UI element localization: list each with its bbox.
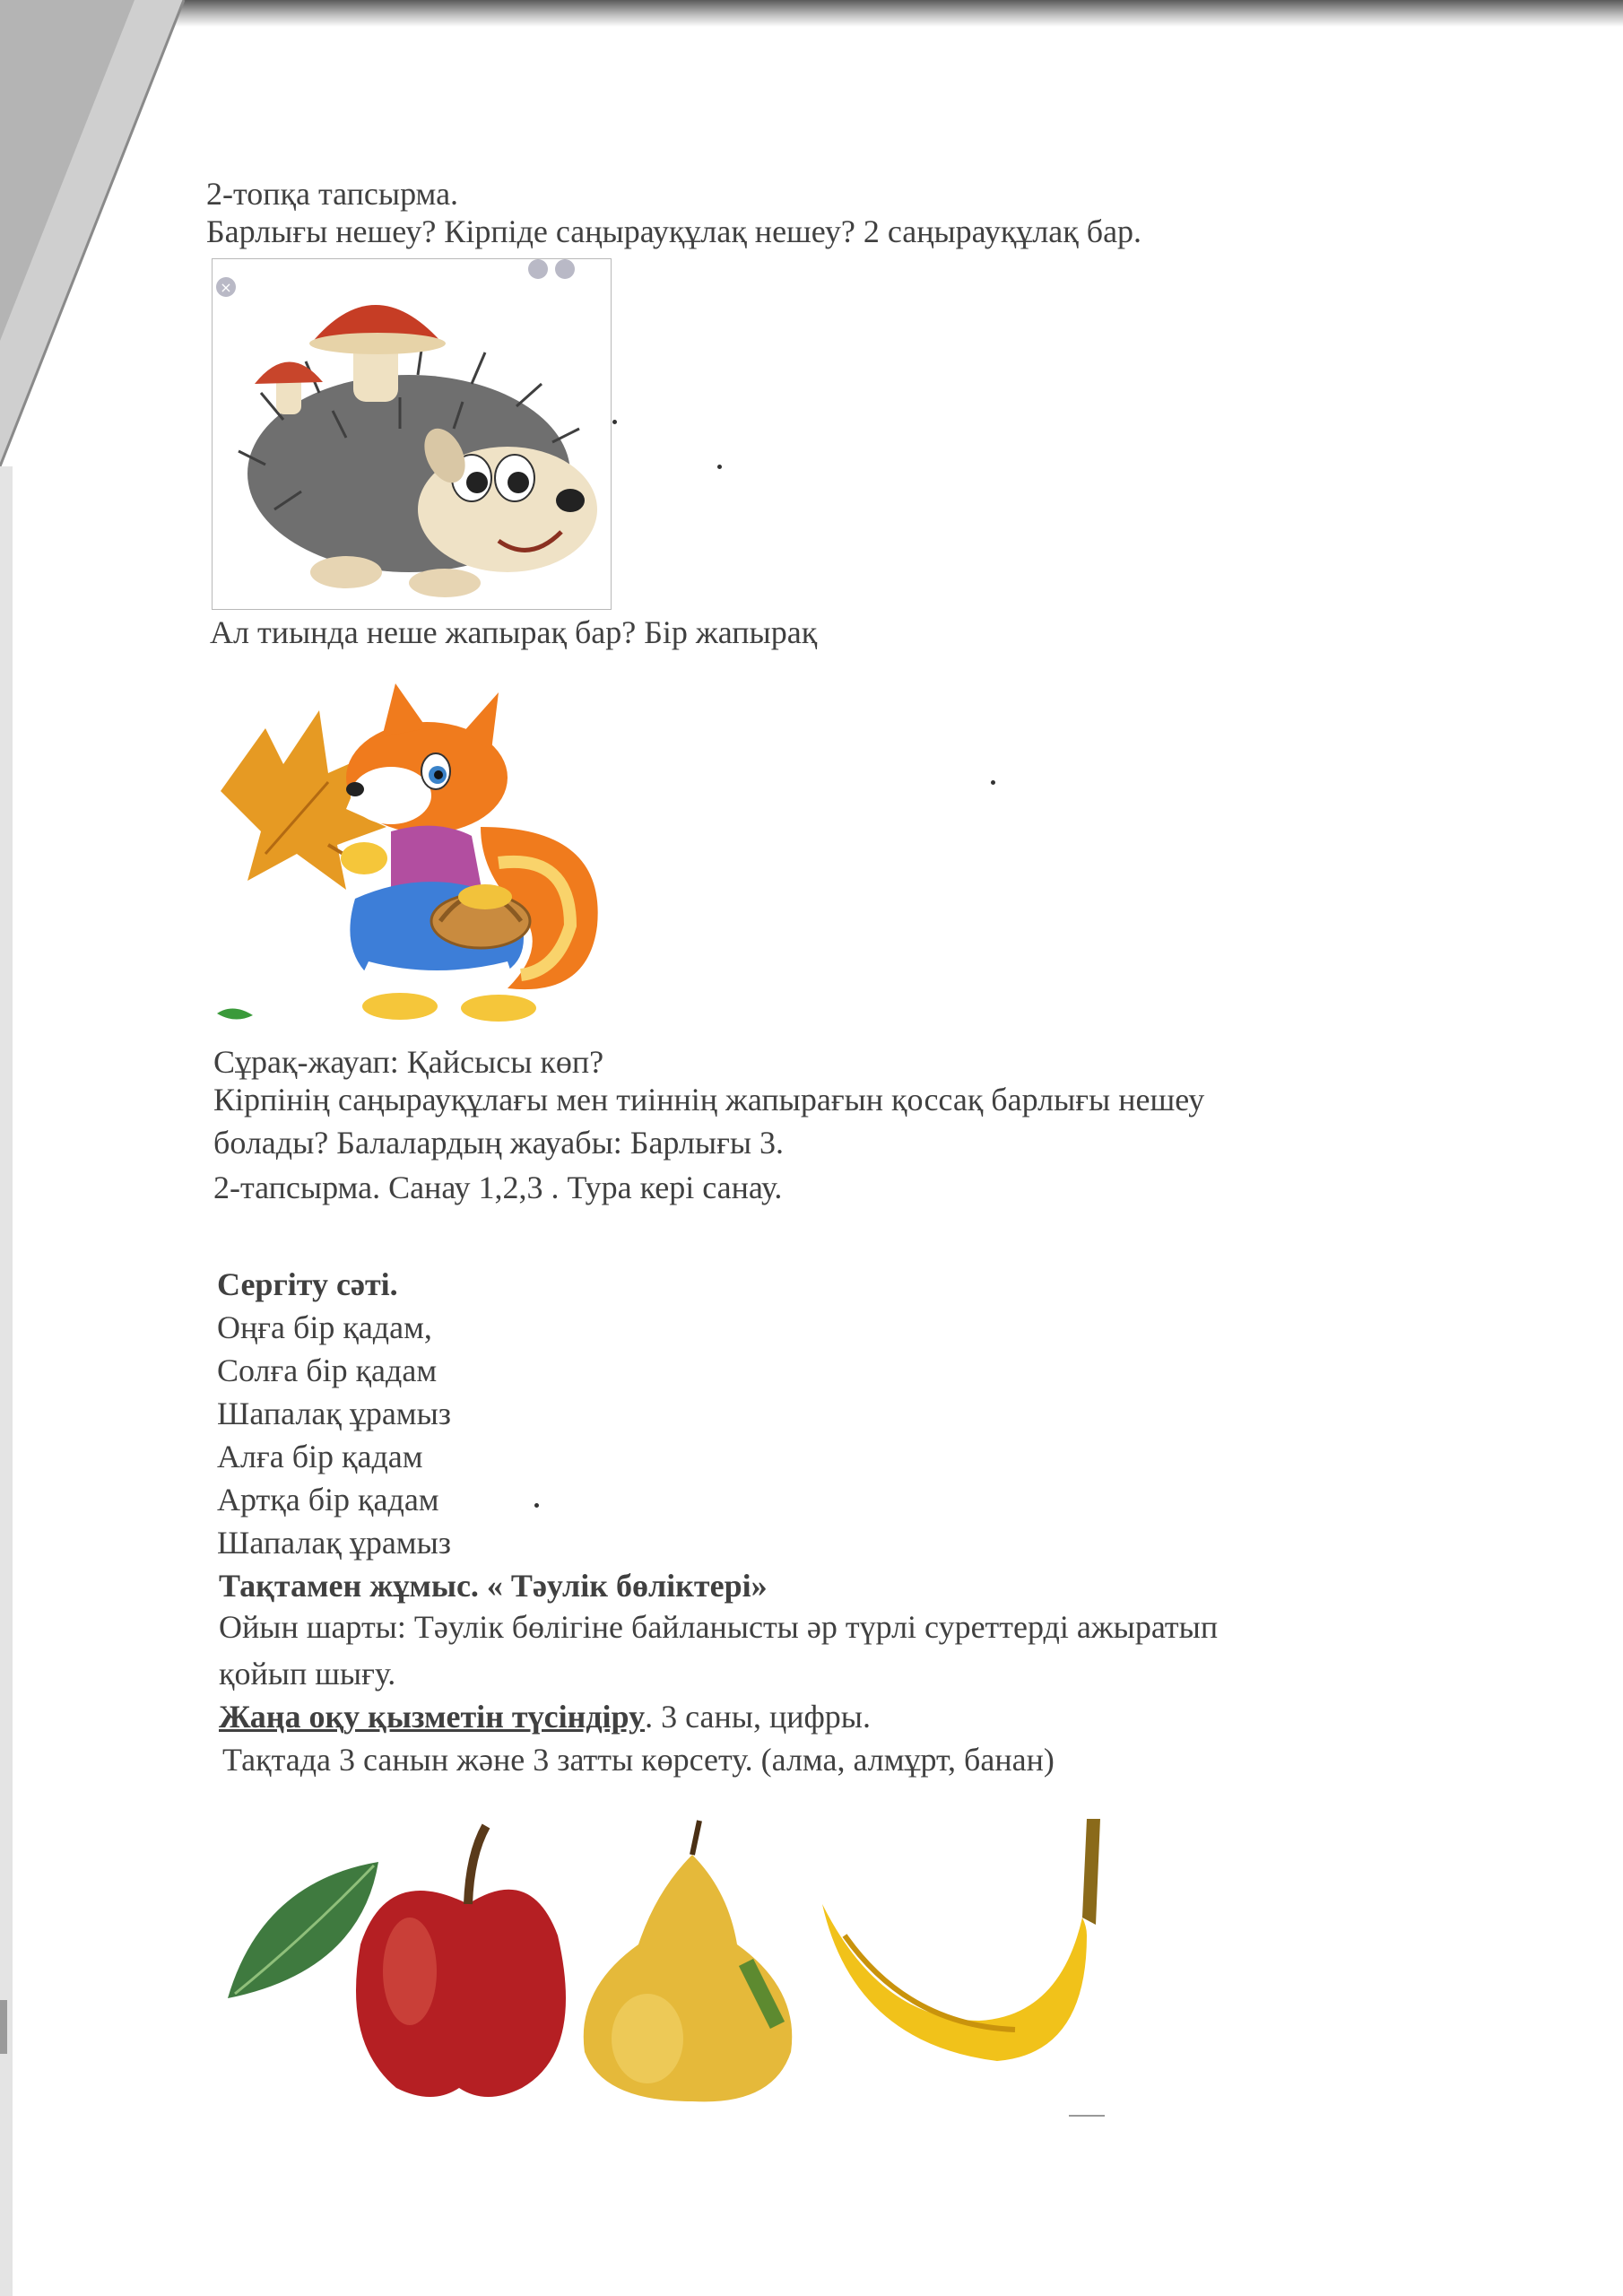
new-lesson-heading: Жаңа оқу қызметін түсіндіру — [219, 1699, 646, 1735]
qa-title: Сұрақ-жауап: Қайсысы көп? — [213, 1044, 604, 1080]
scan-speck — [534, 1503, 539, 1508]
green-leaf-fragment — [217, 1003, 253, 1024]
break-title: Сергіту сәті. — [217, 1266, 398, 1302]
scan-speck — [612, 420, 617, 424]
squirrel-question: Ал тиында неше жапырақ бар? Бір жапырақ — [210, 614, 818, 650]
game-rule-line-1: Ойын шарты: Тәулік бөлігіне байланысты әр түрлі суреттерді ажыратып — [219, 1609, 1219, 1645]
task2-group-heading: 2-топқа тапсырма. — [206, 176, 459, 212]
new-lesson-text: . 3 саны, цифры. — [645, 1699, 871, 1735]
scan-speck — [991, 780, 995, 785]
qa-line-1: Кірпінің саңырауқұлағы мен тиіннің жапырағын қоссақ барлығы нешеу — [213, 1082, 1205, 1118]
task-2-counting: 2-тапсырма. Санау 1,2,3 . Тура кері санау. — [213, 1170, 783, 1205]
squirrel-image — [212, 674, 612, 1026]
qa-line-2: болады? Балалардың жауабы: Барлығы 3. — [213, 1125, 785, 1161]
svg-text:×: × — [220, 279, 232, 296]
scan-speck — [717, 465, 722, 469]
fruits-image — [226, 1819, 1114, 2115]
new-lesson-line — [219, 1697, 871, 1736]
hedgehog-image — [212, 258, 612, 610]
hedgehog-question: Барлығы нешеу? Кірпіде саңырауқұлақ нешеу? 2 саңырауқұлақ бар. — [206, 213, 1142, 249]
board-work-title: Тақтамен жұмыс. « Тәулік бөліктері» — [219, 1568, 768, 1604]
break-line-2: Солға бір қадам — [217, 1352, 438, 1388]
break-line-4: Алға бір қадам — [217, 1439, 423, 1474]
board-show-line: Тақтада 3 санын және 3 затты көрсету. (алма, алмұрт, банан) — [222, 1742, 1055, 1778]
break-line-1: Оңға бір қадам, — [217, 1309, 432, 1345]
break-line-5: Артқа бір қадам — [217, 1482, 439, 1518]
break-line-6: Шапалақ ұрамыз — [217, 1525, 451, 1561]
break-line-3: Шапалақ ұрамыз — [217, 1396, 451, 1431]
game-rule-line-2: қойып шығу. — [219, 1656, 396, 1692]
scan-shadow-top — [0, 0, 1623, 27]
scan-mark — [1069, 2115, 1105, 2117]
